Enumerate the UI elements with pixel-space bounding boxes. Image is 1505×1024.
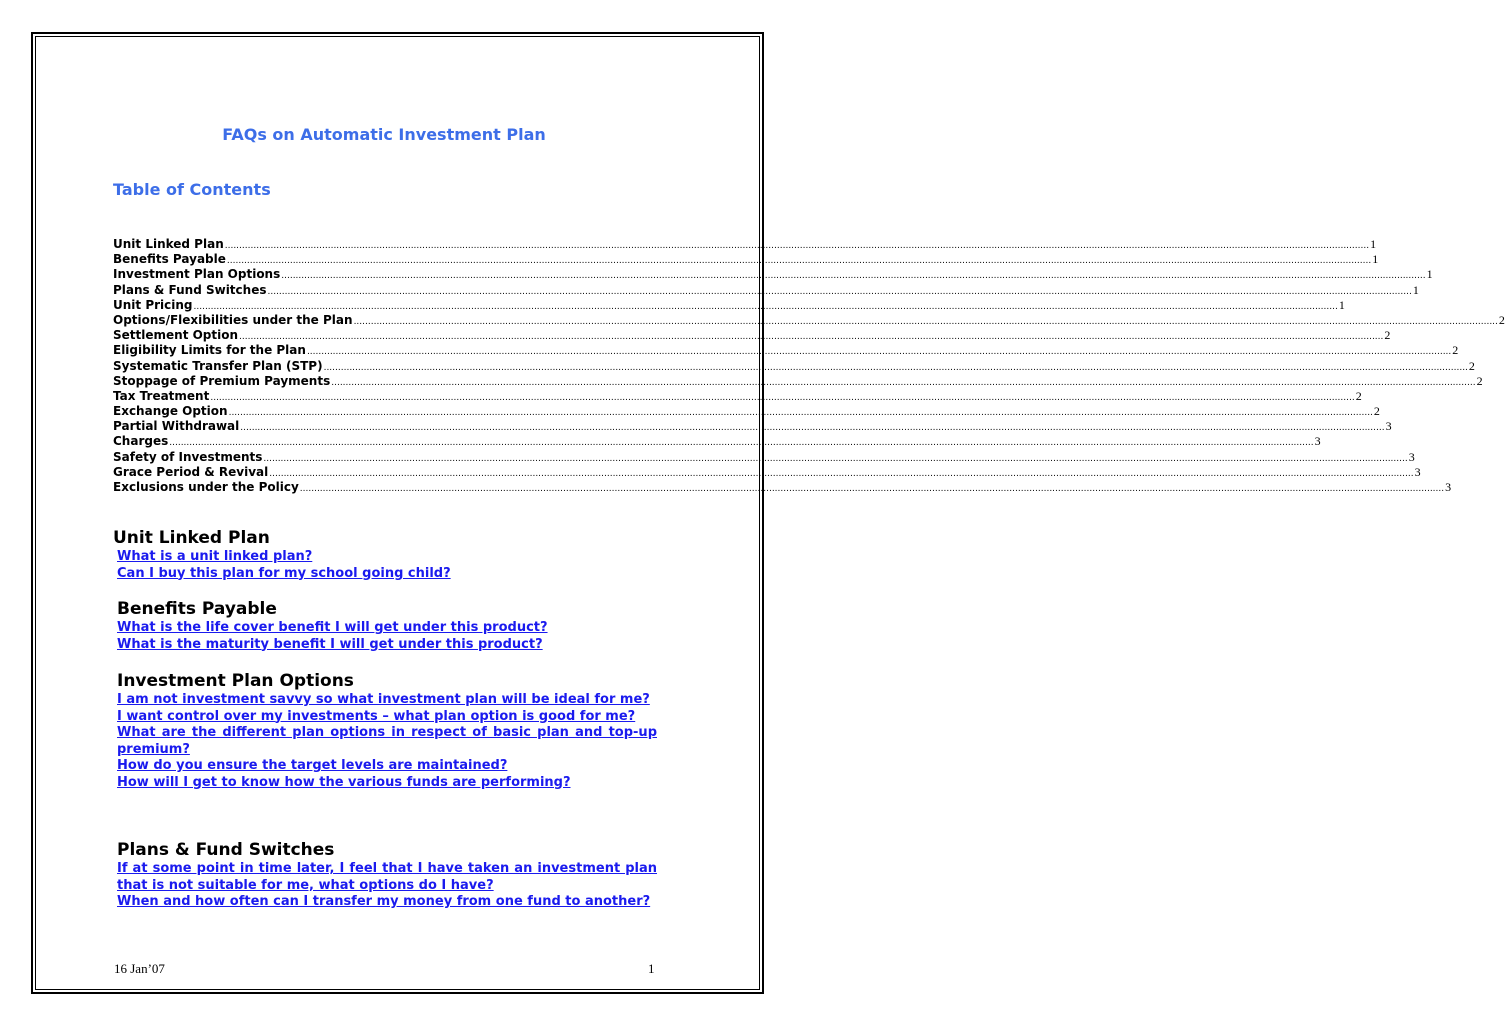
section-plans-fund-switches	[117, 840, 657, 911]
toc-entry-label: Options/Flexibilities under the Plan	[113, 312, 353, 327]
toc-leader-dots: ................................................................................................................................................................................................................................................................................................................................................................................................................	[240, 423, 1385, 434]
toc-leader-dots: ................................................................................................................................................................................................................................................................................................................................................................................................................	[299, 484, 1445, 494]
toc-entry[interactable]	[113, 267, 1433, 282]
toc-leader-dots: ................................................................................................................................................................................................................................................................................................................................................................................................................	[228, 408, 1373, 419]
toc-leader-dots: ................................................................................................................................................................................................................................................................................................................................................................................................................	[353, 316, 1498, 327]
toc-leader-dots: ................................................................................................................................................................................................................................................................................................................................................................................................................	[306, 347, 1452, 358]
toc-entry[interactable]	[113, 464, 1421, 480]
toc-entry[interactable]	[113, 419, 1392, 434]
faq-link[interactable]: I want control over my investments – what plan option is good for me?	[117, 708, 636, 724]
faq-link[interactable]: What are the different plan options in respect of basic plan and top-up premium?	[117, 725, 657, 757]
toc-entry-page: 1	[1372, 252, 1379, 267]
toc-leader-dots: ................................................................................................................................................................................................................................................................................................................................................................................................................	[281, 271, 1426, 282]
toc-entry[interactable]	[113, 297, 1345, 313]
toc-entry-label: Settlement Option	[113, 328, 239, 343]
section-title: Unit Linked Plan	[113, 528, 270, 548]
toc-entry-page: 1	[1426, 267, 1433, 282]
toc-entry[interactable]	[113, 480, 1452, 495]
toc-entry-page: 2	[1373, 404, 1380, 419]
section-benefits-payable	[117, 599, 657, 653]
section-unit-linked-plan	[113, 528, 657, 582]
toc-leader-dots: ................................................................................................................................................................................................................................................................................................................................................................................................................	[239, 332, 1384, 343]
toc-leader-dots: ................................................................................................................................................................................................................................................................................................................................................................................................................	[193, 301, 1338, 312]
toc-entry-label: Investment Plan Options	[113, 267, 281, 282]
toc-leader-dots: ................................................................................................................................................................................................................................................................................................................................................................................................................	[169, 438, 1314, 449]
toc-entry-label: Stoppage of Premium Payments	[113, 373, 331, 388]
toc-entry-label: Unit Linked Plan	[113, 237, 224, 251]
toc-leader-dots: ................................................................................................................................................................................................................................................................................................................................................................................................................	[267, 286, 1412, 297]
footer-date: 16 Jan’07	[114, 961, 165, 976]
toc-leader-dots: ................................................................................................................................................................................................................................................................................................................................................................................................................	[269, 468, 1414, 479]
document-title: FAQs on Automatic Investment Plan	[222, 125, 546, 144]
toc-entry[interactable]	[113, 343, 1459, 358]
toc-entry-label: Exclusions under the Policy	[113, 480, 299, 494]
toc-entry-label: Tax Treatment	[113, 388, 210, 403]
toc-entry-page: 3	[1414, 464, 1421, 479]
toc-entry[interactable]	[113, 373, 1483, 389]
toc-entry[interactable]	[113, 252, 1379, 267]
toc-entry-page: 3	[1385, 419, 1392, 434]
toc-entry-page: 2	[1384, 328, 1391, 343]
toc-entry-label: Safety of Investments	[113, 449, 263, 464]
toc-leader-dots: ................................................................................................................................................................................................................................................................................................................................................................................................................	[210, 392, 1355, 403]
faq-link[interactable]: How will I get to know how the various funds are performing?	[117, 774, 571, 790]
faq-link[interactable]: What is the maturity benefit I will get under this product?	[117, 636, 543, 652]
toc-entry-label: Benefits Payable	[113, 252, 226, 267]
toc-entry-page: 3	[1445, 480, 1452, 494]
toc-leader-dots: ................................................................................................................................................................................................................................................................................................................................................................................................................	[331, 377, 1476, 388]
toc-entry[interactable]	[113, 358, 1475, 374]
toc-heading: Table of Contents	[113, 180, 271, 199]
section-title: Plans & Fund Switches	[117, 840, 335, 860]
faq-link[interactable]: When and how often can I transfer my money from one fund to another?	[117, 894, 651, 909]
faq-link[interactable]: How do you ensure the target levels are maintained?	[117, 758, 508, 773]
toc-leader-dots: ................................................................................................................................................................................................................................................................................................................................................................................................................	[226, 256, 1372, 267]
toc-entry[interactable]	[113, 404, 1380, 419]
faq-link[interactable]: If at some point in time later, I feel that I have taken an investment plan that is not suitable for me, what options do I have?	[117, 861, 657, 893]
toc-leader-dots: ................................................................................................................................................................................................................................................................................................................................................................................................................	[224, 241, 1370, 251]
footer-page-number: 1	[648, 961, 655, 976]
faq-link[interactable]: Can I buy this plan for my school going child?	[117, 565, 451, 581]
toc-entry-label: Eligibility Limits for the Plan	[113, 343, 306, 358]
section-title: Benefits Payable	[117, 599, 277, 619]
toc-entry-page: 3	[1314, 434, 1321, 449]
faq-link[interactable]: What is a unit linked plan?	[117, 549, 313, 564]
section-investment-plan-options	[117, 671, 657, 791]
toc-entry-page: 3	[1408, 449, 1415, 464]
toc-entry-page: 2	[1452, 343, 1459, 358]
toc-entry-page: 1	[1338, 297, 1345, 312]
toc-entry-label: Partial Withdrawal	[113, 419, 240, 434]
toc-entry-page: 1	[1370, 237, 1377, 251]
toc-entry-label: Plans & Fund Switches	[113, 282, 267, 297]
toc-entry-label: Charges	[113, 434, 169, 449]
section-title: Investment Plan Options	[117, 671, 354, 691]
toc-entry-page: 2	[1498, 312, 1505, 327]
toc-entry-label: Systematic Transfer Plan (STP)	[113, 358, 323, 373]
toc-entry[interactable]	[113, 388, 1362, 404]
toc-leader-dots: ................................................................................................................................................................................................................................................................................................................................................................................................................	[263, 453, 1408, 464]
faq-link[interactable]: I am not investment savvy so what investment plan will be ideal for me?	[117, 692, 650, 707]
toc-entry-label: Grace Period & Revival	[113, 464, 269, 479]
table-of-contents	[113, 237, 1505, 495]
toc-entry[interactable]	[113, 434, 1321, 449]
toc-entry-label: Exchange Option	[113, 404, 228, 419]
faq-link[interactable]: What is the life cover benefit I will get under this product?	[117, 620, 548, 635]
toc-entry[interactable]	[113, 282, 1419, 298]
toc-entry[interactable]	[113, 328, 1391, 343]
toc-entry[interactable]	[113, 449, 1415, 465]
toc-entry[interactable]	[113, 312, 1505, 328]
toc-entry-page: 2	[1468, 358, 1475, 373]
toc-entry-page: 2	[1355, 388, 1362, 403]
toc-entry[interactable]	[113, 237, 1377, 252]
toc-entry-page: 2	[1476, 373, 1483, 388]
toc-leader-dots: ................................................................................................................................................................................................................................................................................................................................................................................................................	[323, 362, 1468, 373]
toc-entry-page: 1	[1412, 282, 1419, 297]
toc-entry-label: Unit Pricing	[113, 297, 193, 312]
